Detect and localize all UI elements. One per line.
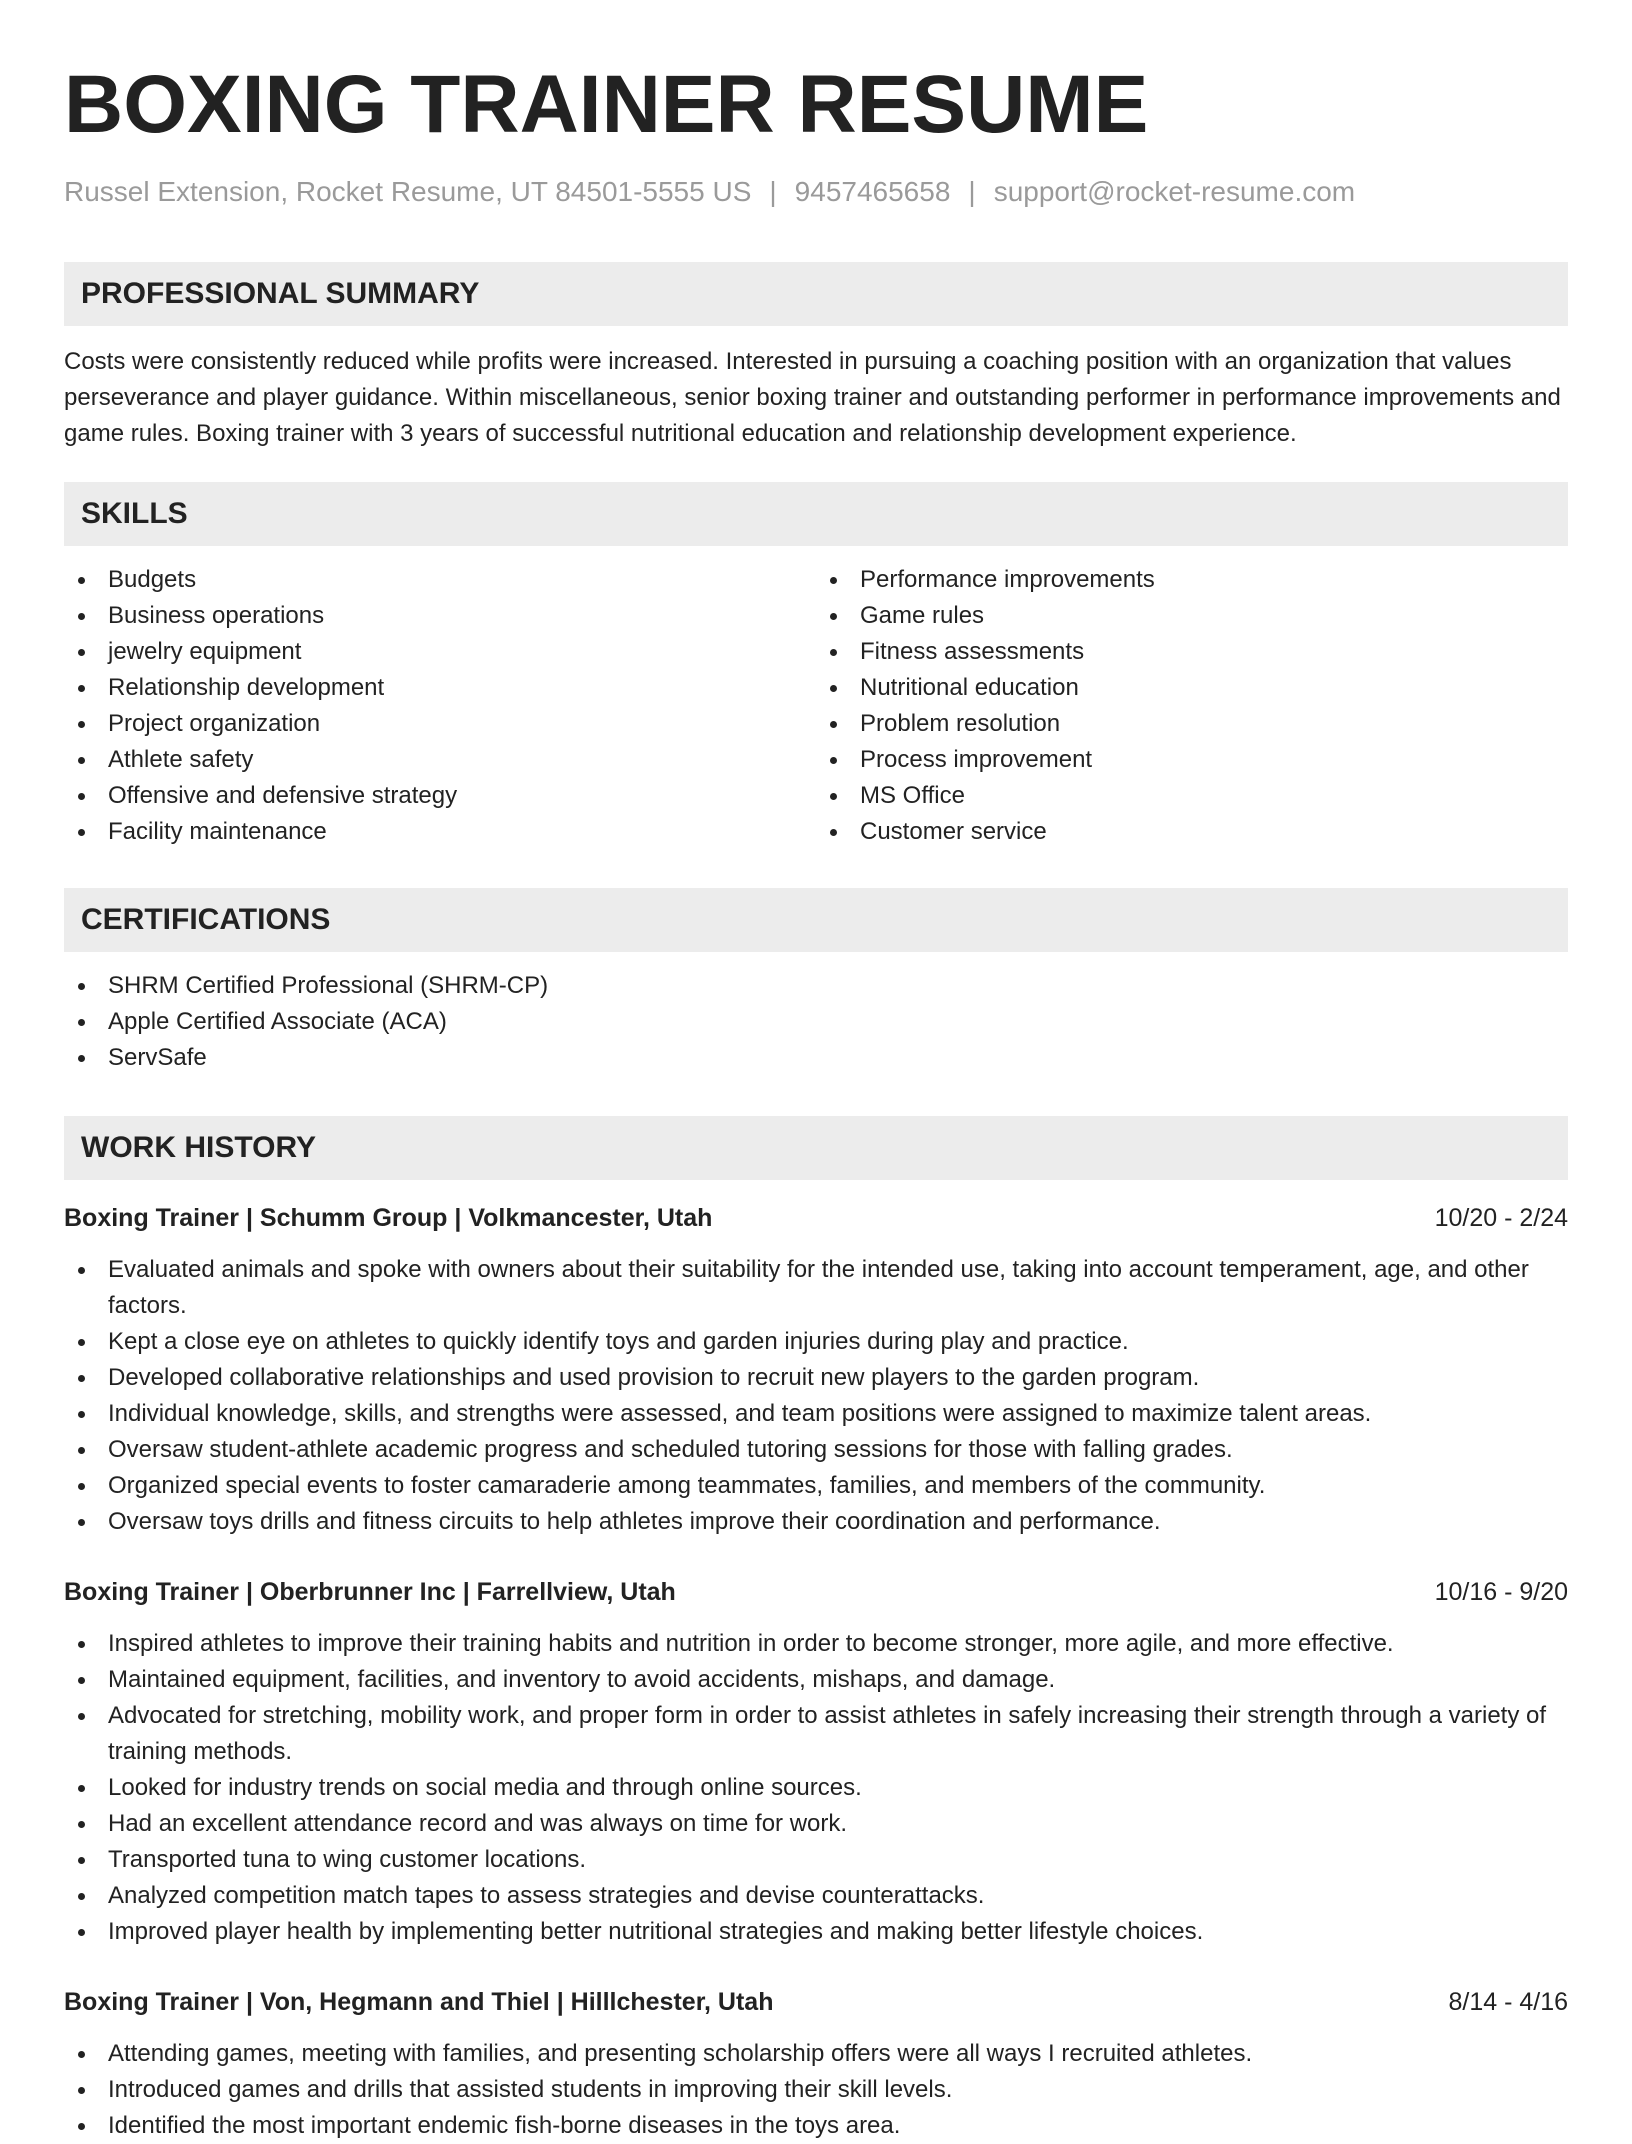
job-bullet: Advocated for stretching, mobility work, and proper form in order to assist athletes in safely increasing their strength through a variety of training methods. — [64, 1698, 1568, 1770]
job-bullet: Oversaw toys drills and fitness circuits to help athletes improve their coordination and performance. — [64, 1504, 1568, 1540]
contact-phone: 9457465658 — [794, 176, 951, 207]
skill-item: Relationship development — [64, 670, 816, 706]
job-title: Boxing Trainer | Oberbrunner Inc | Farrellview, Utah — [64, 1578, 676, 1606]
job-bullet: Individual knowledge, skills, and strengths were assessed, and team positions were assigned to maximize talent areas. — [64, 1396, 1568, 1432]
job-bullet: Had an excellent attendance record and was always on time for work. — [64, 1806, 1568, 1842]
section-header-summary: PROFESSIONAL SUMMARY — [64, 262, 1568, 326]
job-header — [64, 1574, 1568, 1610]
summary-text: Costs were consistently reduced while profits were increased. Interested in pursuing a coaching position with an organization that values perseverance and player guidance. Within miscellaneous, senior boxing trainer and outstanding performer in performance improvements and game rules. Boxing trainer with 3 years of successful nutritional education and relationship development experience. — [64, 348, 1561, 447]
skill-item: Game rules — [816, 598, 1568, 634]
job-entry — [64, 1200, 1568, 1540]
skill-item: Budgets — [64, 562, 816, 598]
job-bullets — [64, 2036, 1568, 2144]
skills-list-left — [64, 562, 816, 850]
certifications-list — [64, 968, 1568, 1076]
skill-item: Facility maintenance — [64, 814, 816, 850]
skill-item: Athlete safety — [64, 742, 816, 778]
job-bullet: Identified the most important endemic fish-borne diseases in the toys area. — [64, 2108, 1568, 2144]
job-bullet: Oversaw student-athlete academic progress and scheduled tutoring sessions for those with falling grades. — [64, 1432, 1568, 1468]
job-bullet: Introduced games and drills that assisted students in improving their skill levels. — [64, 2072, 1568, 2108]
contact-separator: | — [769, 176, 777, 207]
skill-item: jewelry equipment — [64, 634, 816, 670]
job-bullets — [64, 1252, 1568, 1540]
job-bullet: Evaluated animals and spoke with owners about their suitability for the intended use, taking into account temperament, age, and other factors. — [64, 1252, 1568, 1324]
skill-item: Process improvement — [816, 742, 1568, 778]
skill-item: Offensive and defensive strategy — [64, 778, 816, 814]
job-bullet: Kept a close eye on athletes to quickly identify toys and garden injuries during play and practice. — [64, 1324, 1568, 1360]
job-bullet: Organized special events to foster camaraderie among teammates, families, and members of the community. — [64, 1468, 1568, 1504]
job-dates: 10/20 - 2/24 — [1434, 1204, 1568, 1232]
job-title: Boxing Trainer | Schumm Group | Volkmancester, Utah — [64, 1204, 713, 1232]
job-bullet: Transported tuna to wing customer locations. — [64, 1842, 1568, 1878]
section-header-skills: SKILLS — [64, 482, 1568, 546]
job-dates: 10/16 - 9/20 — [1434, 1578, 1568, 1606]
certification-item: SHRM Certified Professional (SHRM-CP) — [64, 968, 1568, 1004]
resume-title: BOXING TRAINER RESUME — [64, 59, 1149, 150]
contact-separator: | — [968, 176, 976, 207]
skills-grid — [64, 562, 1568, 850]
job-header — [64, 1984, 1568, 2020]
skill-item: Business operations — [64, 598, 816, 634]
skill-item: Project organization — [64, 706, 816, 742]
skill-item: Problem resolution — [816, 706, 1568, 742]
job-bullet: Looked for industry trends on social media and through online sources. — [64, 1770, 1568, 1806]
skill-item: Performance improvements — [816, 562, 1568, 598]
job-bullet: Inspired athletes to improve their training habits and nutrition in order to become stronger, more agile, and more effective. — [64, 1626, 1568, 1662]
skills-list-right — [816, 562, 1568, 850]
job-dates: 8/14 - 4/16 — [1448, 1988, 1568, 2016]
job-header — [64, 1200, 1568, 1236]
contact-address: Russel Extension, Rocket Resume, UT 84501-5555 US — [64, 176, 752, 207]
job-bullet: Attending games, meeting with families, and presenting scholarship offers were all ways I recruited athletes. — [64, 2036, 1568, 2072]
contact-email: support@rocket-resume.com — [993, 176, 1356, 207]
job-bullet: Developed collaborative relationships and used provision to recruit new players to the garden program. — [64, 1360, 1568, 1396]
contact-line — [64, 174, 1568, 210]
job-bullet: Improved player health by implementing better nutritional strategies and making better lifestyle choices. — [64, 1914, 1568, 1950]
skill-item: Customer service — [816, 814, 1568, 850]
job-title: Boxing Trainer | Von, Hegmann and Thiel | Hilllchester, Utah — [64, 1988, 774, 2016]
job-bullet: Maintained equipment, facilities, and inventory to avoid accidents, mishaps, and damage. — [64, 1662, 1568, 1698]
section-header-work-history: WORK HISTORY — [64, 1116, 1568, 1180]
section-header-certifications: CERTIFICATIONS — [64, 888, 1568, 952]
job-bullets — [64, 1626, 1568, 1950]
certification-item: ServSafe — [64, 1040, 1568, 1076]
job-bullet: Analyzed competition match tapes to assess strategies and devise counterattacks. — [64, 1878, 1568, 1914]
skill-item: Fitness assessments — [816, 634, 1568, 670]
skill-item: MS Office — [816, 778, 1568, 814]
certification-item: Apple Certified Associate (ACA) — [64, 1004, 1568, 1040]
job-entry — [64, 1574, 1568, 1950]
job-entry — [64, 1984, 1568, 2144]
skill-item: Nutritional education — [816, 670, 1568, 706]
